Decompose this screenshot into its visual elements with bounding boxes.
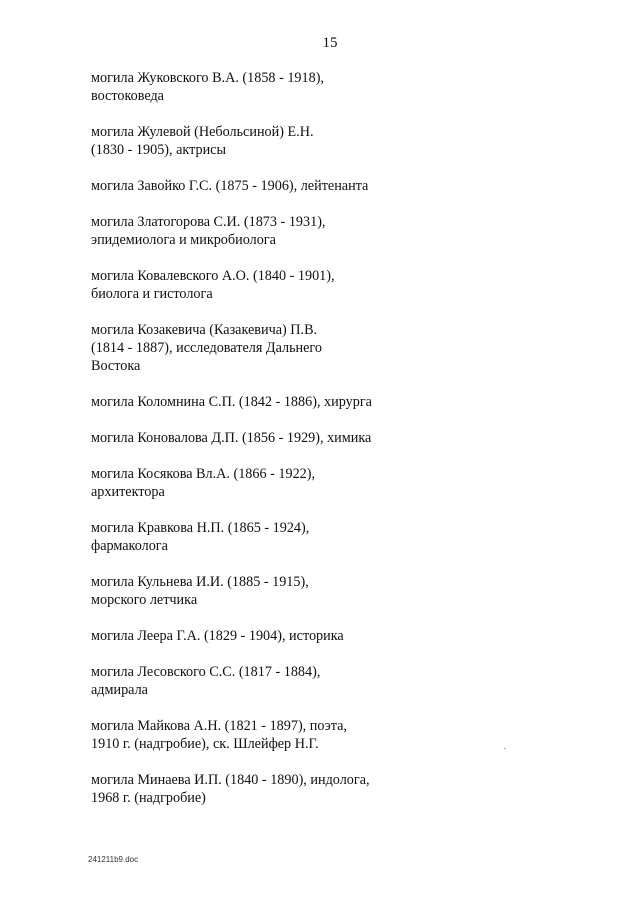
entry-line: могила Леера Г.А. (1829 - 1904), историка <box>91 628 344 644</box>
entry-line: адмирала <box>91 682 148 698</box>
entry-line: 1910 г. (надгробие), ск. Шлейфер Н.Г. <box>91 736 319 752</box>
list-item <box>91 69 611 105</box>
list-item <box>91 519 611 555</box>
entry-line: могила Косякова Вл.А. (1866 - 1922), <box>91 466 316 482</box>
list-item <box>91 177 611 195</box>
entry-line: эпидемиолога и микробиолога <box>91 232 276 248</box>
entry-line: биолога и гистолога <box>91 286 213 302</box>
entry-line: могила Лесовского С.С. (1817 - 1884), <box>91 664 321 680</box>
list-item <box>91 771 611 807</box>
list-item <box>91 123 611 159</box>
list-item <box>91 465 611 501</box>
list-item <box>91 627 611 645</box>
entry-line: могила Коновалова Д.П. (1856 - 1929), химика <box>91 430 372 446</box>
list-item <box>91 213 611 249</box>
entry-list <box>91 69 611 825</box>
entry-line: могила Майкова А.Н. (1821 - 1897), поэта, <box>91 718 347 734</box>
entry-line: могила Коломнина С.П. (1842 - 1886), хирурга <box>91 394 372 410</box>
entry-line: фармаколога <box>91 538 168 554</box>
entry-line: могила Минаева И.П. (1840 - 1890), индолога, <box>91 772 370 788</box>
entry-line: морского летчика <box>91 592 198 608</box>
list-item <box>91 663 611 699</box>
entry-line: архитектора <box>91 484 165 500</box>
entry-line: (1830 - 1905), актрисы <box>91 142 227 158</box>
entry-line: востоковеда <box>91 88 164 104</box>
entry-line: могила Ковалевского А.О. (1840 - 1901), <box>91 268 335 284</box>
list-item <box>91 321 611 375</box>
entry-line: могила Кульнева И.И. (1885 - 1915), <box>91 574 309 590</box>
list-item <box>91 393 611 411</box>
list-item <box>91 267 611 303</box>
entry-line: 1968 г. (надгробие) <box>91 790 206 806</box>
entry-line: могила Златогорова С.И. (1873 - 1931), <box>91 214 326 230</box>
entry-line: могила Кравкова Н.П. (1865 - 1924), <box>91 520 310 536</box>
scan-speck <box>504 748 506 749</box>
entry-line: Востока <box>91 358 141 374</box>
entry-line: могила Козакевича (Казакевича) П.В. <box>91 322 318 338</box>
entry-line: (1814 - 1887), исследователя Дальнего <box>91 340 322 356</box>
list-item <box>91 573 611 609</box>
entry-line: могила Завойко Г.С. (1875 - 1906), лейтенанта <box>91 178 369 194</box>
list-item <box>91 429 611 447</box>
page-number: 15 <box>322 35 338 51</box>
footer-filename: 241211b9.doc <box>88 855 139 864</box>
entry-line: могила Жулевой (Небольсиной) Е.Н. <box>91 124 314 140</box>
list-item <box>91 717 611 753</box>
entry-line: могила Жуковского В.А. (1858 - 1918), <box>91 70 324 86</box>
